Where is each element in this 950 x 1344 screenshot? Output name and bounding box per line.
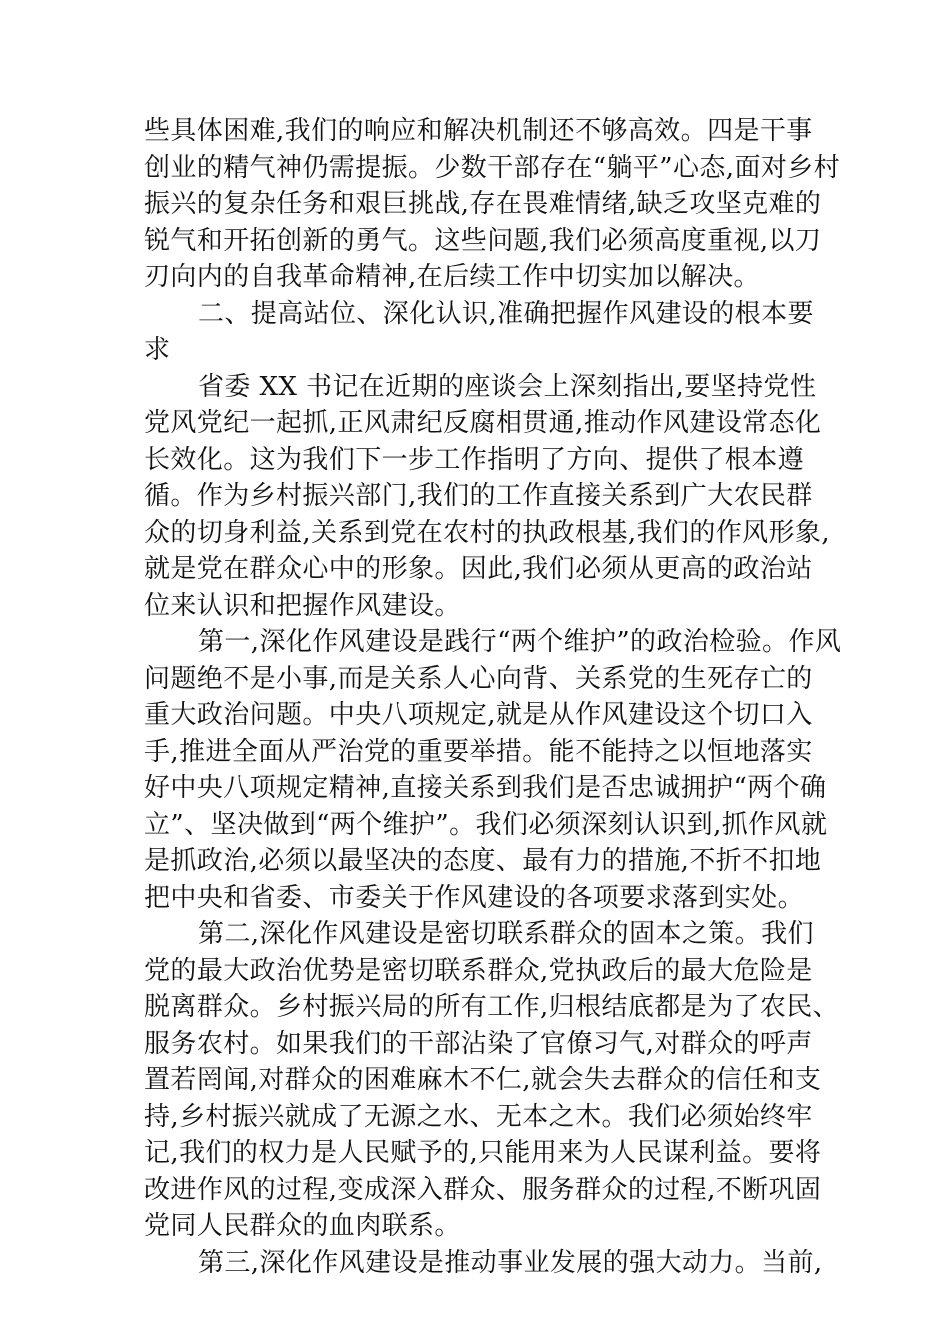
text-line: 把中央和省委、市委关于作风建设的各项要求落到实处。 (144, 882, 805, 913)
text-line: 问题绝不是小事,而是关系人心向背、关系党的生死存亡的 (144, 663, 813, 694)
text-line: 刃向内的自我革命精神,在后续工作中切实加以解决。 (144, 262, 760, 292)
text-line: 第一,深化作风建设是践行“两个维护”的政治检验。作风 (198, 627, 842, 657)
text-line: 是抓政治,必须以最坚决的态度、最有力的措施,不折不扣地 (144, 846, 822, 876)
text-line: 脱离群众。乡村振兴局的所有工作,归根结底都是为了农民、 (144, 992, 840, 1022)
text-line: 手,推进全面从严治党的重要举措。能不能持之以恒地落实 (144, 736, 813, 767)
text-line: 些具体困难,我们的响应和解决机制还不够高效。四是干事 (144, 116, 813, 146)
text-line: 重大政治问题。中央八项规定,就是从作风建设这个切口入 (144, 700, 813, 730)
text-line: 就是党在群众心中的形象。因此,我们必须从更高的政治站 (144, 554, 813, 584)
text-line: 持,乡村振兴就成了无源之水、无本之木。我们必须始终牢 (144, 1101, 813, 1132)
text-line: 振兴的复杂任务和艰巨挑战,存在畏难情绪,缺乏攻坚克难的 (144, 189, 822, 219)
text-line: 求 (144, 335, 171, 365)
text-line: 长效化。这为我们下一步工作指明了方向、提供了根本遵 (144, 444, 805, 475)
text-line: 第二,深化作风建设是密切联系群众的固本之策。我们 (198, 919, 814, 949)
text-line: 二、提高站位、深化认识,准确把握作风建设的根本要 (198, 298, 814, 329)
text-line: 党同人民群众的血肉联系。 (144, 1211, 461, 1241)
text-line: 创业的精气神仍需提振。少数干部存在“躺平”心态,面对乡村 (144, 152, 841, 183)
text-line: 好中央八项规定精神,直接关系到我们是否忠诚拥护“两个确 (144, 773, 827, 803)
document-body (144, 113, 842, 1281)
text-line: 党风党纪一起抓,正风肃纪反腐相贯通,推动作风建设常态化 (144, 408, 822, 438)
text-line: 循。作为乡村振兴部门,我们的工作直接关系到广大农民群 (144, 481, 813, 511)
text-line: 锐气和开拓创新的勇气。这些问题,我们必须高度重视,以刀 (144, 225, 822, 256)
text-line: 立”、坚决做到“两个维护”。我们必须深刻认识到,抓作风就 (144, 809, 828, 840)
text-line: 记,我们的权力是人民赋予的,只能用来为人民谋利益。要将 (144, 1138, 822, 1168)
text-line: 第三,深化作风建设是推动事业发展的强大动力。当前, (198, 1247, 823, 1278)
text-line: 改进作风的过程,变成深入群众、服务群众的过程,不断巩固 (144, 1174, 822, 1205)
text-line: 省委 XX 书记在近期的座谈会上深刻指出,要坚持党性 (198, 371, 817, 402)
text-line: 服务农村。如果我们的干部沾染了官僚习气,对群众的呼声 (144, 1028, 813, 1059)
text-line: 置若罔闻,对群众的困难麻木不仁,就会失去群众的信任和支 (144, 1065, 822, 1095)
text-line: 众的切身利益,关系到党在农村的执政根基,我们的作风形象, (144, 517, 830, 548)
text-line: 党的最大政治优势是密切联系群众,党执政后的最大危险是 (144, 955, 813, 986)
text-line: 位来认识和把握作风建设。 (144, 590, 461, 621)
